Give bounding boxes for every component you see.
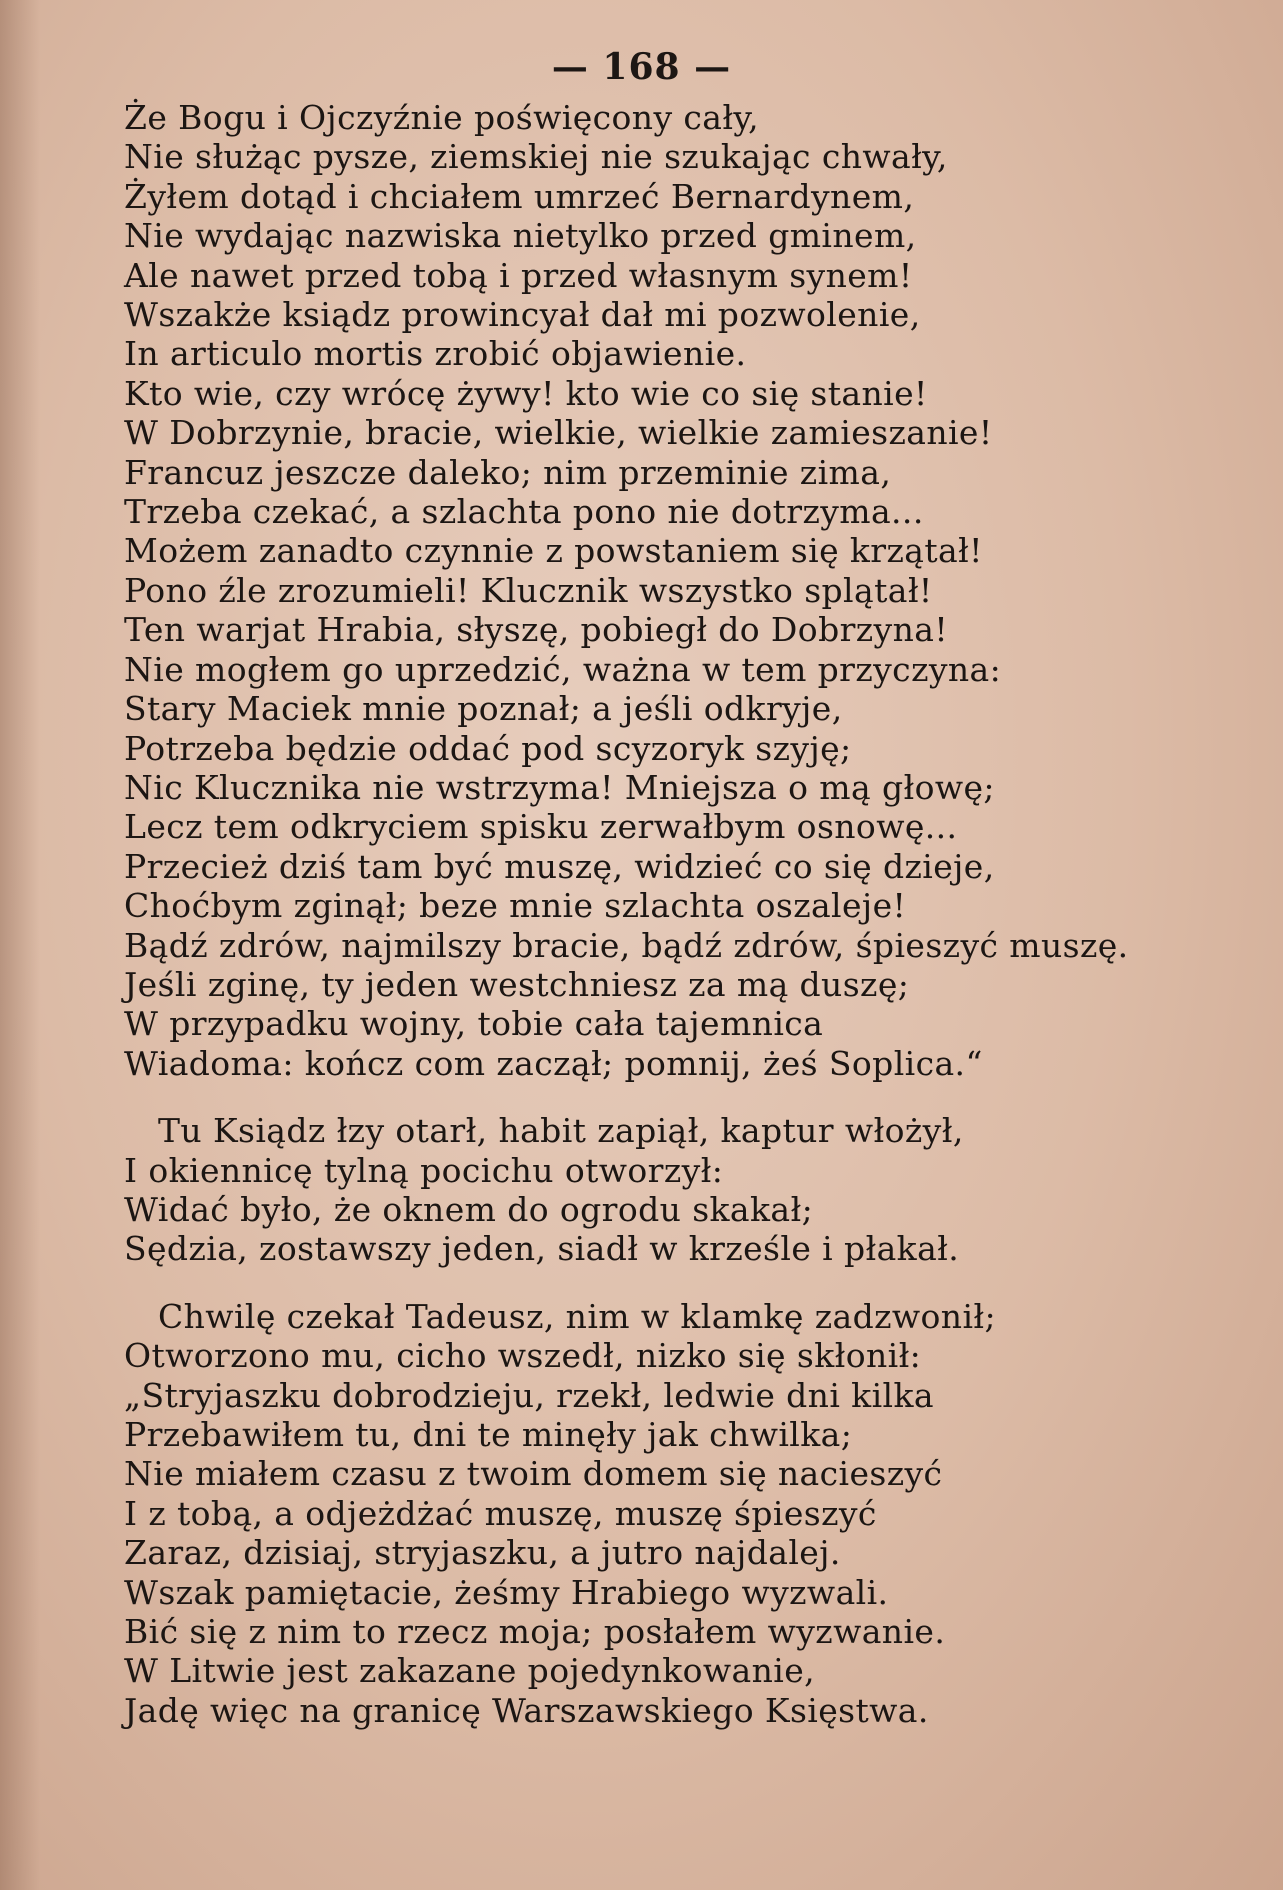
verse-line: I okiennicę tylną pocichu otworzył:	[124, 1150, 724, 1190]
verse-line: Nie służąc pysze, ziemskiej nie szukając chwały,	[124, 137, 948, 177]
verse-line: Jadę więc na granicę Warszawskiego Księstwa.	[124, 1690, 929, 1730]
verse-line: Widać było, że oknem do ogrodu skakał;	[124, 1189, 814, 1229]
verse-line: Ale nawet przed tobą i przed własnym synem!	[124, 255, 913, 295]
verse-line: Ten warjat Hrabia, słyszę, pobiegł do Dobrzyna!	[124, 610, 948, 650]
verse-line: Tu Ksiądz łzy otarł, habit zapiął, kaptur włożył,	[158, 1111, 964, 1151]
verse-line: Przebawiłem tu, dni te minęły jak chwilka;	[124, 1415, 853, 1454]
verse-line: Choćbym zginął; beze mnie szlachta oszaleje!	[124, 886, 907, 926]
page-edge-shadow	[0, 0, 40, 1890]
verse-line: Wszakże ksiądz prowincyał dał mi pozwolenie,	[124, 295, 921, 335]
stanza	[124, 1111, 1244, 1269]
verse-line: Nie miałem czasu z twoim domem się nacieszyć	[124, 1454, 943, 1494]
verse-line: Że Bogu i Ojczyźnie poświęcony cały,	[124, 98, 759, 137]
verse-line: W Dobrzynie, bracie, wielkie, wielkie zamieszanie!	[124, 413, 993, 453]
verse-line: Nie wydając nazwiska nietylko przed gminem,	[124, 216, 917, 256]
verse-line: Bądź zdrów, najmilszy bracie, bądź zdrów, śpieszyć muszę.	[124, 925, 1129, 965]
verse-line: Wiadoma: kończ com zaczął; pomnij, żeś Soplica.“	[124, 1043, 983, 1083]
verse-line: In articulo mortis zrobić objawienie.	[124, 334, 747, 374]
verse-line: Trzeba czekać, a szlachta pono nie dotrzyma...	[124, 492, 924, 532]
verse-line: Potrzeba będzie oddać pod scyzoryk szyję;	[124, 728, 852, 768]
stanza	[124, 98, 1244, 1083]
verse-line: Francuz jeszcze daleko; nim przeminie zima,	[124, 452, 892, 492]
verse-line: Lecz tem odkryciem spisku zerwałbym osnowę...	[124, 807, 958, 847]
verse-line: Możem zanadto czynnie z powstaniem się krzątał!	[124, 531, 983, 571]
stanza	[124, 1297, 1244, 1730]
verse-line: Wszak pamiętacie, żeśmy Hrabiego wyzwali.	[124, 1572, 889, 1612]
verse-line: Stary Maciek mnie poznał; a jeśli odkryje,	[124, 689, 843, 729]
verse-line: Otworzono mu, cicho wszedł, nizko się skłonił:	[124, 1336, 922, 1376]
page-number: — 168 —	[551, 46, 732, 88]
verse-line: Chwilę czekał Tadeusz, nim w klamkę zadzwonił;	[158, 1296, 997, 1336]
verse-line: I z tobą, a odjeżdżać muszę, muszę śpieszyć	[124, 1493, 877, 1533]
verse-line: Jeśli zginę, ty jeden westchniesz za mą duszę;	[124, 964, 910, 1004]
verse-line: W przypadku wojny, tobie cała tajemnica	[124, 1004, 824, 1044]
verse-line: Bić się z nim to rzecz moja; posłałem wyzwanie.	[124, 1612, 946, 1652]
verse-line: Nic Klucznika nie wstrzyma! Mniejsza o mą głowę;	[124, 767, 995, 807]
verse-line: Pono źle zrozumieli! Klucznik wszystko splątał!	[124, 570, 933, 610]
verse-line: Przecież dziś tam być muszę, widzieć co się dzieje,	[124, 846, 995, 886]
verse-line: Żyłem dotąd i chciałem umrzeć Bernardynem,	[124, 176, 915, 216]
verse-line: Kto wie, czy wrócę żywy! kto wie co się stanie!	[124, 373, 928, 413]
verse-line: „Stryjaszku dobrodzieju, rzekł, ledwie dni kilka	[124, 1375, 934, 1415]
verse-line: Sędzia, zostawszy jeden, siadł w krześle i płakał.	[124, 1229, 960, 1269]
poem-text	[124, 98, 1244, 1730]
verse-line: Zaraz, dzisiaj, stryjaszku, a jutro najdalej.	[124, 1533, 841, 1573]
verse-line: Nie mogłem go uprzedzić, ważna w tem przyczyna:	[124, 649, 1002, 689]
verse-line: W Litwie jest zakazane pojedynkowanie,	[124, 1651, 816, 1691]
